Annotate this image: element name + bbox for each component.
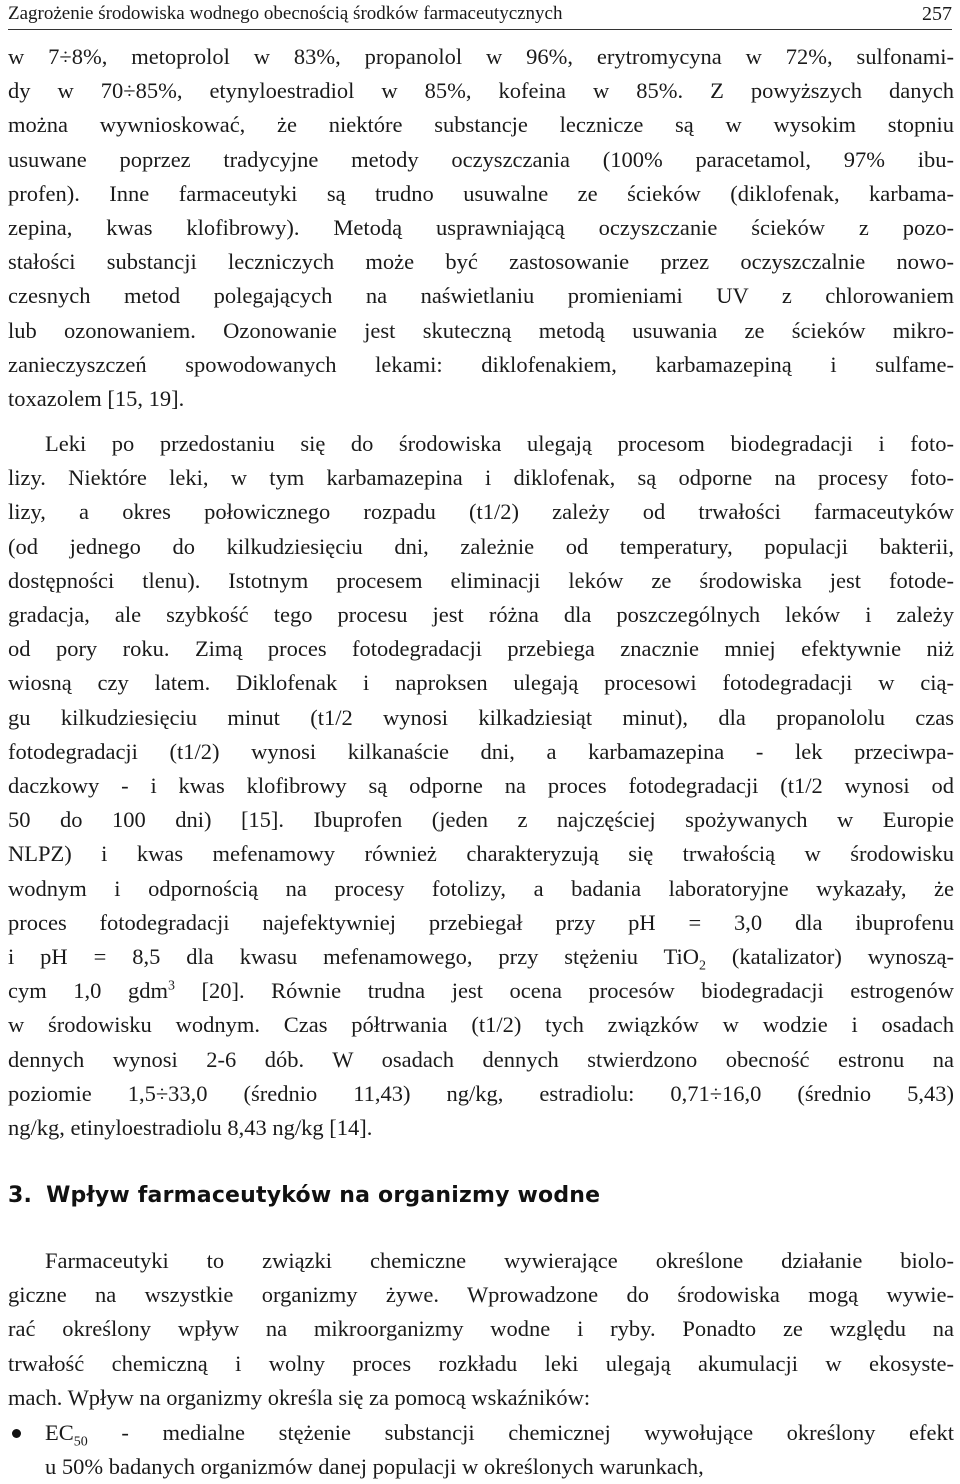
text-line — [45, 1416, 954, 1450]
indicator-list — [8, 1416, 954, 1484]
text-line: ng/kg, etinyloestradiolu 8,43 ng/kg [14]. — [8, 1115, 373, 1141]
text-line: NLPZ) i kwas mefenamowy również charakteryzują się trwałością w środowisku — [8, 841, 954, 867]
gdm-superscript: 3 — [167, 978, 175, 994]
gdm-text-after: [20]. Równie trudna jest ocena procesów biodegradacji estrogenów — [174, 978, 954, 1004]
text-line: dy w 70÷85%, etynyloestradiol w 85%, kofeina w 85%. Z powyższych danych — [8, 78, 954, 104]
text-line: proces fotodegradacji najefektywniej przebiegał przy pH = 3,0 dla ibuprofenu — [8, 909, 954, 935]
text-line-tio2 — [8, 940, 954, 974]
text-line-gdm — [8, 974, 954, 1008]
section-title: Wpływ farmaceutyków na organizmy wodne — [46, 1183, 601, 1208]
bullet-icon — [12, 1429, 21, 1438]
text-line: toxazolem [15, 19]. — [8, 386, 185, 412]
list-item-text — [45, 1416, 954, 1484]
text-line: fotodegradacji (t1/2) wynosi kilkanaście dni, a karbamazepina - lek przeciwpa- — [8, 738, 954, 764]
text-line: stałości substancji leczniczych może być zastosowanie przez oczyszczalnie nowo- — [8, 249, 954, 275]
paragraph-effects — [8, 1244, 954, 1415]
text-line: gu kilkudziesięciu minut (t1/2 wynosi kilkadziesiąt minut), dla propanololu czas — [8, 704, 954, 730]
section-heading — [8, 1183, 600, 1208]
ec50-subscript: 50 — [73, 1434, 88, 1450]
text-line: Farmaceutyki to związki chemiczne wywierające określone działanie biolo- — [45, 1248, 954, 1273]
text-line: 50 do 100 dni) [15]. Ibuprofen (jeden z najczęściej spożywanych w Europie — [8, 807, 954, 833]
text-line: Leki po przedostaniu się do środowiska ulegają procesom biodegradacji i foto- — [45, 431, 954, 456]
text-line: wodnym i odpornością na procesy fotolizy, a badania laboratoryjne wykazały, że — [8, 875, 954, 901]
text-line: dostępności tlenu). Istotnym procesem eliminacji leków ze środowiska jest fotode- — [8, 567, 954, 593]
text-line: dennych wynosi 2-6 dób. W osadach dennych stwierdzono obecność estronu na — [8, 1046, 954, 1072]
text-line: profen). Inne farmaceutyki są trudno usuwalne ze ścieków (diklofenak, karbama- — [8, 180, 954, 206]
gdm-text: cym 1,0 gdm — [8, 978, 168, 1004]
text-line: w środowisku wodnym. Czas półtrwania (t1/2) tych związków w wodzie i osadach — [8, 1012, 954, 1038]
text-line: czesnych metod polegających na naświetlaniu promieniami UV z chlorowaniem — [8, 283, 954, 309]
paragraph-continued — [8, 40, 954, 416]
text-line: lizy. Niektóre leki, w tym karbamazepina i diklofenak, są odporne na procesy foto- — [8, 465, 954, 491]
text-line: mach. Wpływ na organizmy określa się za pomocą wskaźników: — [8, 1384, 591, 1410]
paragraph-degradation — [8, 427, 954, 1145]
text-line: w 7÷8%, metoprolol w 83%, propanolol w 96%, erytromycyna w 72%, sulfonami- — [8, 44, 954, 69]
text-line: zepina, kwas klofibrowy). Metodą usprawniającą oczyszczanie ścieków z pozo- — [8, 215, 954, 241]
text-line: wiosną czy latem. Diklofenak i naproksen ulegają procesowi fotodegradacji w cią- — [8, 670, 954, 696]
running-header — [8, 0, 952, 28]
text-line: można wywnioskować, że niektóre substancje lecznicze są w wysokim stopniu — [8, 112, 954, 138]
text-line: giczne na wszystkie organizmy żywe. Wprowadzone do środowiska mogą wywie- — [8, 1282, 954, 1308]
text-line: lizy, a okres połowicznego rozpadu (t1/2) zależy od trwałości farmaceutyków — [8, 499, 954, 525]
text-line: (od jednego do kilkudziesięciu dni, zależnie od temperatury, populacji bakterii, — [8, 533, 954, 559]
list-item — [8, 1416, 954, 1484]
tio2-subscript: 2 — [698, 958, 706, 974]
text-line: rać określony wpływ na mikroorganizmy wodne i ryby. Ponadto ze względu na — [8, 1316, 954, 1342]
tio2-text-after: (katalizator) wynoszą- — [705, 944, 954, 970]
section-number: 3. — [8, 1183, 33, 1208]
text-line: gradacja, ale szybkość tego procesu jest różna dla poszczególnych leków i zależy — [8, 602, 954, 628]
text-line: u 50% badanych organizmów danej populacji w określonych warunkach, — [45, 1454, 704, 1480]
text-line: usuwane poprzez tradycyjne metody oczyszczania (100% paracetamol, 97% ibu- — [8, 146, 954, 172]
header-rule — [8, 29, 952, 30]
text-line: poziomie 1,5÷33,0 (średnio 11,43) ng/kg, estradiolu: 0,71÷16,0 (średnio 5,43) — [8, 1080, 954, 1106]
text-line: zanieczyszczeń spowodowanych lekami: diklofenakiem, karbamazepiną i sulfame- — [8, 351, 954, 377]
ec50-definition: - medialne stężenie substancji chemicznej wywołujące określony efekt — [87, 1420, 954, 1445]
text-line: lub ozonowaniem. Ozonowanie jest skuteczną metodą usuwania ze ścieków mikro- — [8, 317, 954, 343]
text-line: trwałość chemiczną i wolny proces rozkładu leki ulegają akumulacji w ekosyste- — [8, 1350, 954, 1376]
text-line: od pory roku. Zimą proces fotodegradacji przebiega znacznie mniej efektywnie niż — [8, 636, 954, 662]
running-title: Zagrożenie środowiska wodnego obecnością środków farmaceutycznych — [8, 3, 563, 24]
tio2-text: i pH = 8,5 dla kwasu mefenamowego, przy stężeniu TiO — [8, 944, 699, 970]
page-number: 257 — [922, 3, 952, 25]
ec50-term: EC — [45, 1420, 74, 1445]
text-line: daczkowy - i kwas klofibrowy są odporne na proces fotodegradacji (t1/2 wynosi od — [8, 773, 954, 799]
